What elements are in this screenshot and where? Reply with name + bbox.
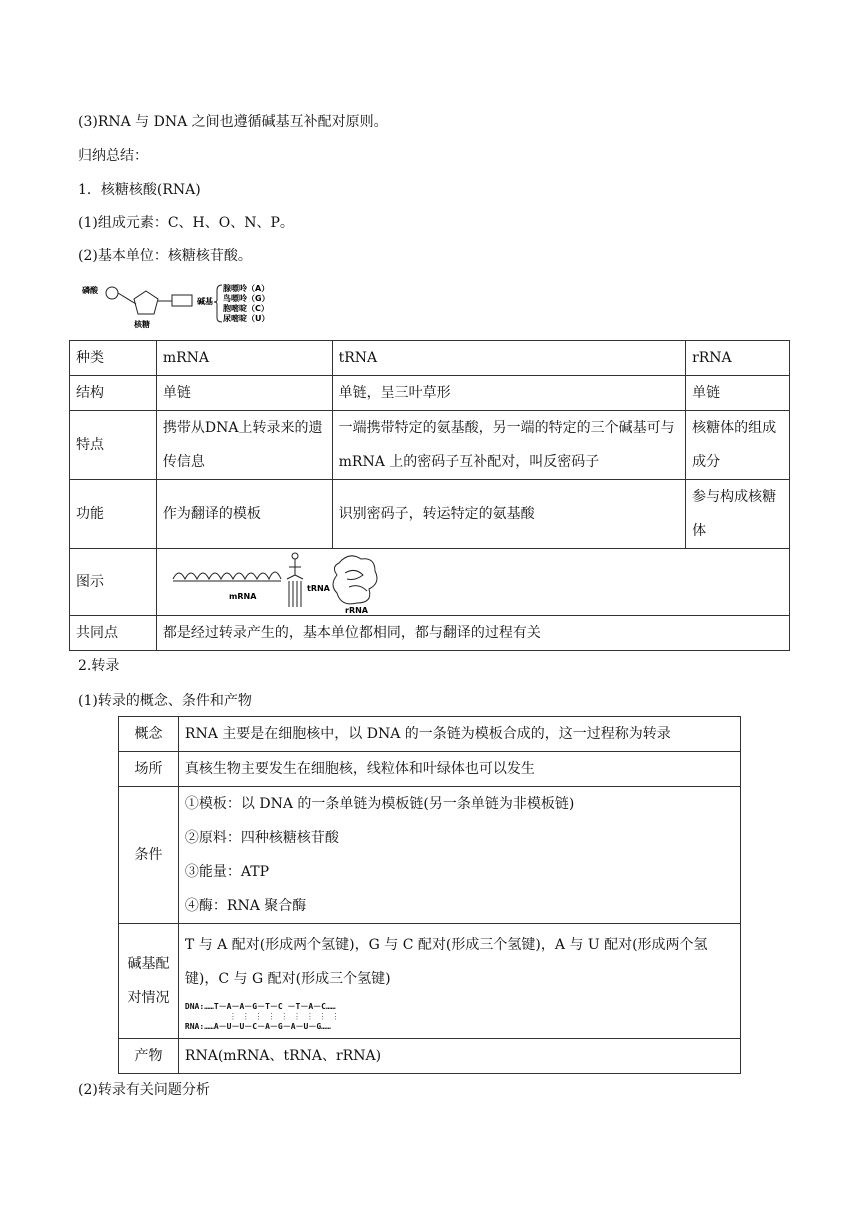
base-uracil: 尿嘧啶（U） <box>223 314 270 323</box>
sugar-pentagon <box>134 291 158 314</box>
table-row <box>70 480 790 549</box>
dna-sequence: DNA:……T－A－A－G－T－C －T－A－C…… <box>184 1002 336 1011</box>
table-cell: 真核生物主要发生在细胞核，线粒体和叶绿体也可以发生 <box>178 752 740 787</box>
conditions-cell <box>178 787 740 924</box>
unit-line: (2)基本单位：核糖核苷酸。 <box>78 248 252 264</box>
table-row <box>70 341 790 376</box>
mrna-strand <box>173 572 281 579</box>
rna-sequence: RNA:……A－U－U－C－A－G－A－U－G…… <box>184 1022 331 1031</box>
transcription-table <box>118 716 741 1074</box>
table-cell: 作为翻译的模板 <box>156 480 332 549</box>
section2-sub2: (2)转录有关问题分析 <box>78 1082 210 1098</box>
table-row <box>70 549 790 616</box>
bond-line <box>118 293 136 304</box>
table-row <box>119 717 741 752</box>
table-row <box>119 1039 741 1074</box>
phosphate-label: 磷酸 <box>82 286 98 295</box>
pairing-cell <box>178 924 740 1039</box>
table-cell: 单链，呈三叶草形 <box>332 376 685 411</box>
section2-sub1: (1)转录的概念、条件和产物 <box>78 693 252 709</box>
table-cell: 一端携带特定的氨基酸，另一端的特定的三个碱基可与 mRNA 上的密码子互补配对，叫反密码子 <box>332 411 685 480</box>
condition-energy: ③能量：ATP <box>184 864 270 880</box>
rrna-fold <box>345 570 367 591</box>
trna-loop <box>292 553 298 559</box>
brace <box>214 285 222 322</box>
table-cell: 识别密码子，转运特定的氨基酸 <box>332 480 685 549</box>
base-label: 碱基 <box>197 297 213 306</box>
row-label: 共同点 <box>70 616 157 651</box>
row-label: 场所 <box>119 752 179 787</box>
header-type: 种类 <box>70 341 157 376</box>
row-label: 条件 <box>119 787 179 924</box>
table-cell: RNA 主要是在细胞核中，以 DNA 的一条链为模板合成的，这一过程称为转录 <box>178 717 740 752</box>
table-row <box>119 924 741 1039</box>
intro-line-1: (3)RNA 与 DNA 之间也遵循碱基互补配对原则。 <box>78 114 388 130</box>
elements-line: (1)组成元素：C、H、O、N、P。 <box>78 215 294 231</box>
row-label: 概念 <box>119 717 179 752</box>
sugar-label: 核糖 <box>134 320 150 329</box>
table-row <box>70 411 790 480</box>
summary-heading: 归纳总结： <box>78 148 148 164</box>
pairing-dots: ⋮ ⋮ ⋮ ⋮ ⋮ ⋮ ⋮ ⋮ ⋮ <box>228 1012 340 1021</box>
header-mrna: mRNA <box>156 341 332 376</box>
base-guanine: 鸟嘌呤（G） <box>223 294 270 303</box>
table-row <box>70 616 790 651</box>
rrna-shape <box>333 556 377 604</box>
row-label: 图示 <box>70 549 157 616</box>
table-cell: RNA(mRNA、tRNA、rRNA) <box>178 1039 740 1074</box>
header-rrna: rRNA <box>686 341 790 376</box>
figure-cell <box>156 549 789 616</box>
header-trna: tRNA <box>332 341 685 376</box>
table-cell: 单链 <box>686 376 790 411</box>
row-label: 碱基配对情况 <box>119 924 179 1039</box>
mrna-figure-label: mRNA <box>228 592 257 601</box>
pairing-text: T 与 A 配对(形成两个氢键)，G 与 C 配对(形成三个氢键)，A 与 U 配对(形成两个氢键)，C 与 G 配对(形成三个氢键) <box>184 937 708 987</box>
rna-figures <box>169 549 409 615</box>
table-row <box>119 752 741 787</box>
table-cell: 都是经过转录产生的，基本单位都相同，都与翻译的过程有关 <box>156 616 789 651</box>
table-cell: 单链 <box>156 376 332 411</box>
nucleotide-diagram <box>82 280 282 332</box>
condition-template: ①模板：以 DNA 的一条单链为模板链(另一条单链为非模板链) <box>184 796 575 812</box>
base-box <box>172 295 192 306</box>
condition-enzyme: ④酶：RNA 聚合酶 <box>184 898 307 914</box>
section1-title: 1．核糖核酸(RNA) <box>78 182 201 198</box>
table-row <box>119 787 741 924</box>
table-cell: 携带从DNA上转录来的遗传信息 <box>156 411 332 480</box>
trna-shape <box>287 559 303 607</box>
rna-types-table <box>69 340 790 651</box>
row-label: 结构 <box>70 376 157 411</box>
trna-figure-label: tRNA <box>306 584 330 593</box>
table-row <box>70 376 790 411</box>
base-adenine: 腺嘌呤（A） <box>223 284 270 293</box>
row-label: 特点 <box>70 411 157 480</box>
phosphate-circle <box>106 287 118 299</box>
condition-material: ②原料：四种核糖核苷酸 <box>184 830 339 846</box>
rrna-figure-label: rRNA <box>344 606 368 615</box>
base-cytosine: 胞嘧啶（C） <box>223 304 269 313</box>
table-cell: 核糖体的组成成分 <box>686 411 790 480</box>
row-label: 功能 <box>70 480 157 549</box>
row-label: 产物 <box>119 1039 179 1074</box>
section2-title: 2.转录 <box>78 658 120 674</box>
table-cell: 参与构成核糖体 <box>686 480 790 549</box>
